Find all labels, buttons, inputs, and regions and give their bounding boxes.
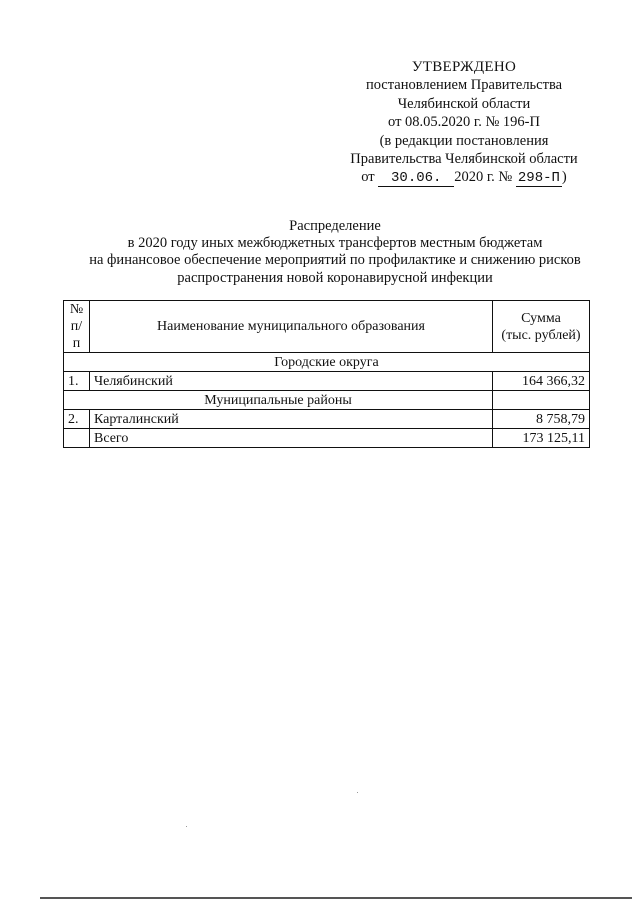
approval-year: 2020 г. № [454, 169, 513, 186]
total-empty-cell [64, 429, 90, 448]
total-label: Всего [90, 429, 493, 448]
stamp-date: 30.06. [378, 171, 454, 187]
table-row [64, 372, 590, 391]
approval-block [330, 58, 598, 187]
section-row [64, 391, 590, 410]
section-row [64, 353, 590, 372]
header-sum: Сумма (тыс. рублей) [493, 301, 590, 353]
row-sum: 8 758,79 [493, 410, 590, 429]
scan-edge-line [40, 897, 632, 899]
total-row [64, 429, 590, 448]
row-number: 2. [64, 410, 90, 429]
title-line: на финансовое обеспечение мероприятий по профилактике и снижению рисков [89, 252, 581, 269]
approval-line: Правительства Челябинской области [350, 151, 578, 168]
distribution-table [63, 300, 590, 448]
approval-date-line [330, 168, 598, 187]
table-row [64, 410, 590, 429]
stamp-number: 298-П [517, 170, 560, 187]
section-urban: Городские округа [64, 353, 590, 372]
section-empty-cell [493, 391, 590, 410]
title-line: в 2020 году иных межбюджетных трансфертов местным бюджетам [127, 235, 543, 252]
scan-speck [357, 792, 358, 793]
approval-line: Челябинской области [397, 95, 531, 112]
title-line: Распределение [289, 218, 381, 234]
row-name: Челябинский [90, 372, 493, 391]
header-number: № п/п [64, 301, 90, 353]
row-number: 1. [64, 372, 90, 391]
header-name: Наименование муниципального образования [90, 301, 493, 353]
section-districts: Муниципальные районы [64, 391, 493, 410]
total-sum: 173 125,11 [493, 429, 590, 448]
approval-line: (в редакции постановления [379, 132, 549, 149]
row-sum: 164 366,32 [493, 372, 590, 391]
table-header-row [64, 301, 590, 353]
row-name: Карталинский [90, 410, 493, 429]
approval-prefix: от [361, 169, 375, 186]
approval-line: от 08.05.2020 г. № 196-П [388, 114, 540, 131]
scan-speck [186, 826, 187, 827]
approval-close-paren: ) [561, 169, 567, 186]
approval-line: постановлением Правительства [365, 77, 563, 94]
approval-heading: УТВЕРЖДЕНО [411, 59, 517, 75]
document-title [40, 218, 630, 287]
title-line: распространения новой коронавирусной инфекции [177, 269, 493, 286]
